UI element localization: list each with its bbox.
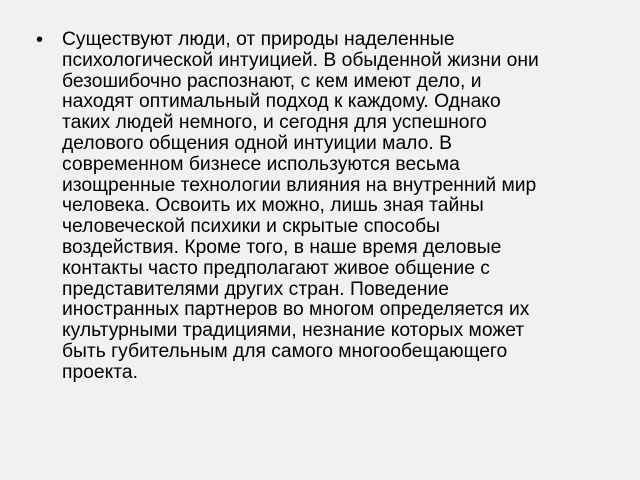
paragraph-line: человека. Освоить их можно, лишь зная тайны [62, 195, 484, 217]
bullet-icon: • [36, 29, 44, 51]
paragraph-line: человеческой психики и скрытые способы [62, 216, 441, 238]
paragraph-line: современном бизнесе используются весьма [62, 153, 460, 175]
bullet-item [36, 30, 616, 384]
paragraph-line: Существуют люди, от природы наделенные [62, 29, 455, 50]
paragraph-line: психологической интуицией. В обыденной жизни они [62, 49, 539, 71]
paragraph-line: находят оптимальный подход к каждому. Однако [62, 91, 501, 113]
paragraph-line: иностранных партнеров во многом определяется их [62, 299, 530, 321]
paragraph-line: проекта. [62, 361, 138, 383]
bullet-paragraph [62, 30, 616, 384]
paragraph-line: быть губительным для самого многообещающего [62, 340, 508, 362]
paragraph-line: делового общения одной интуиции мало. В [62, 132, 452, 154]
paragraph-line: культурными традициями, незнание которых может [62, 320, 525, 342]
paragraph-line: изощренные технологии влияния на внутренний мир [62, 174, 537, 196]
paragraph-line: таких людей немного, и сегодня для успешного [62, 112, 487, 134]
paragraph-line: представителями других стран. Поведение [62, 278, 449, 300]
paragraph-line: безошибочно распознают, с кем имеют дело, и [62, 70, 482, 92]
paragraph-line: контакты часто предполагают живое общение с [62, 257, 490, 279]
paragraph-line: воздействия. Кроме того, в наше время деловые [62, 236, 502, 258]
